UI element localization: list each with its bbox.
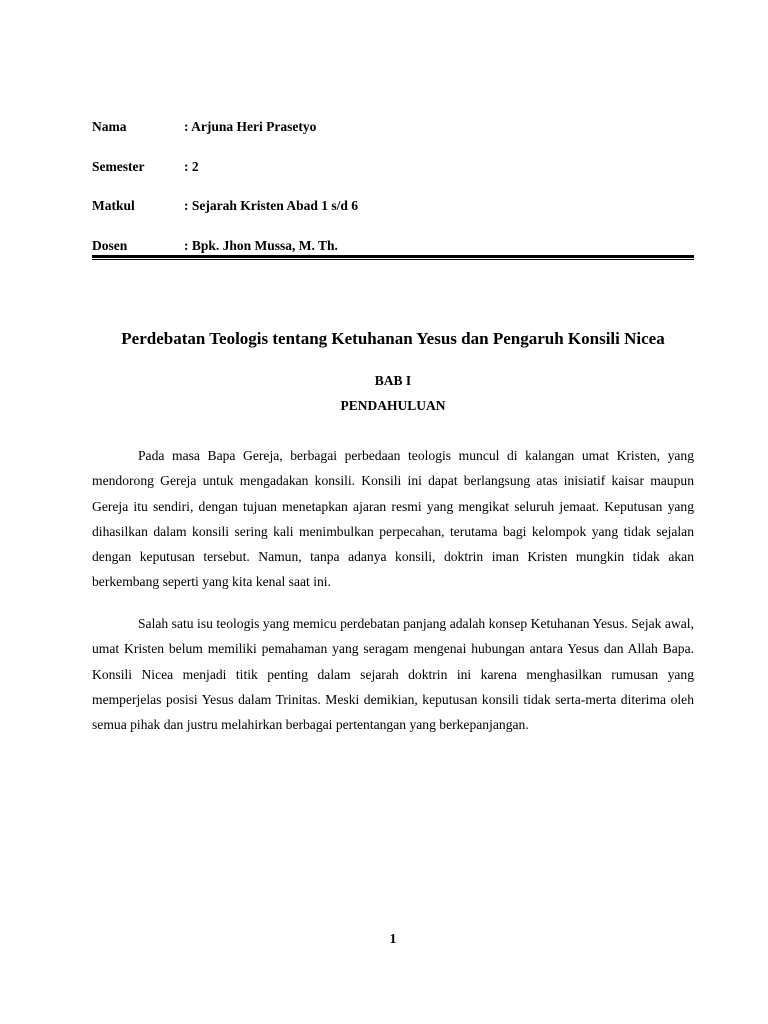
info-label: Dosen — [92, 237, 128, 253]
chapter-number: BAB I — [374, 373, 412, 388]
info-value: : 2 — [184, 158, 199, 174]
body-paragraph: Pada masa Bapa Gereja, berbagai perbedaan teologis muncul di kalangan umat Kristen, yang mendorong Gereja untuk mengadakan konsili. Konsili ini dapat berlangsung atas inisiatif kaisar maupun Gereja itu sendiri, dengan tujuan menetapkan ajaran resmi yang mengikat seluruh jemaat. Keputusan yang dihasilkan dalam konsili sering kali menimbulkan perpecahan, terutama bagi kelompok yang tidak sejalan dengan keputusan tersebut. Namun, tanpa adanya konsili, doktrin iman Kristen mungkin tidak akan berkembang seperti yang kita kenal saat ini. — [92, 448, 694, 590]
body-paragraph: Salah satu isu teologis yang memicu perdebatan panjang adalah konsep Ketuhanan Yesus. Sejak awal, umat Kristen belum memiliki pemahaman yang seragam mengenai hubungan antara Yesus dan Allah Bapa. Konsili Nicea menjadi titik penting dalam sejarah doktrin ini karena menghasilkan rumusan yang memperjelas posisi Yesus dalam Trinitas. Meski demikian, keputusan konsili tidak serta-merta diterima oleh semua pihak dan justru melahirkan berbagai pertentangan yang berkepanjangan. — [92, 616, 694, 733]
info-row-matkul — [92, 197, 694, 237]
info-row-nama — [92, 118, 694, 158]
chapter-name: PENDAHULUAN — [340, 398, 446, 413]
info-label: Matkul — [92, 198, 135, 213]
info-value: : Sejarah Kristen Abad 1 s/d 6 — [184, 198, 359, 213]
info-value: : Arjuna Heri Prasetyo — [184, 119, 317, 134]
info-label: Nama — [92, 119, 127, 134]
info-label: Semester — [92, 158, 145, 174]
page-number: 1 — [389, 932, 397, 947]
student-info-table — [92, 118, 694, 276]
document-title: Perdebatan Teologis tentang Ketuhanan Yesus dan Pengaruh Konsili Nicea — [121, 329, 665, 348]
info-value: : Bpk. Jhon Mussa, M. Th. — [184, 237, 338, 253]
header-divider-thin — [92, 259, 694, 260]
header-divider-thick — [92, 255, 694, 258]
info-row-semester — [92, 158, 694, 198]
